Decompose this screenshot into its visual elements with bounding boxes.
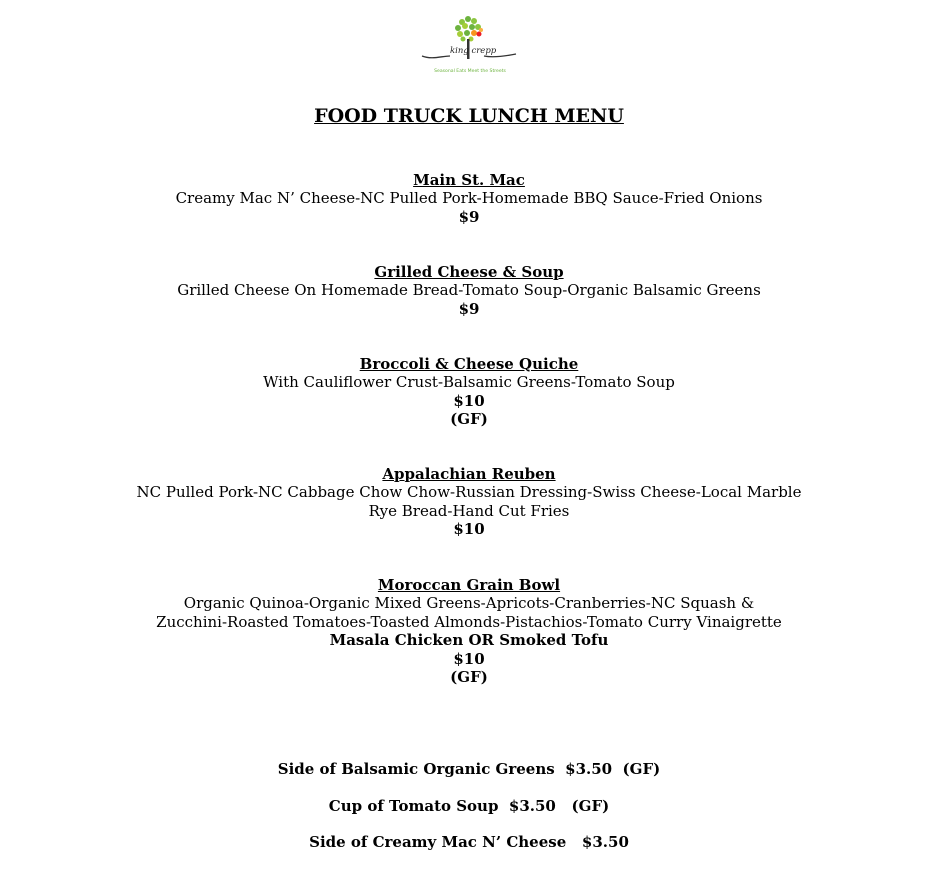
menu-item: [0, 171, 938, 226]
menu-item-description: Grilled Cheese On Homemade Bread-Tomato Soup-Organic Balsamic Greens: [177, 281, 761, 300]
menu-item-description: NC Pulled Pork-NC Cabbage Chow Chow-Russian Dressing-Swiss Cheese-Local Marble: [136, 483, 802, 502]
side-item: Side of Creamy Mac N’ Cheese $3.50: [309, 833, 629, 852]
menu-item-description: Rye Bread-Hand Cut Fries: [368, 501, 570, 520]
menu-item-option: Masala Chicken OR Smoked Tofu: [329, 631, 609, 650]
menu-item-name: Appalachian Reuben: [382, 465, 556, 483]
menu-item-price: $9: [458, 299, 480, 318]
menu-item-price: $10: [453, 391, 485, 410]
side-item: Cup of Tomato Soup $3.50 (GF): [328, 796, 610, 815]
menu-item-description: Organic Quinoa-Organic Mixed Greens-Apricots-Cranberries-NC Squash &: [183, 594, 755, 613]
brand-logo: [418, 12, 522, 78]
menu-item-tag: (GF): [450, 668, 488, 687]
sides-list: [0, 759, 938, 869]
menu-item: [0, 263, 938, 318]
brand-text: king crepp: [450, 46, 497, 56]
menu-item-name: Moroccan Grain Bowl: [377, 576, 561, 594]
menu-item-name: Main St. Mac: [413, 171, 525, 189]
menu-item-name: Broccoli & Cheese Quiche: [359, 355, 579, 373]
menu-item-price: $9: [458, 207, 480, 226]
menu-item-price: $10: [453, 649, 485, 668]
menu-item: [0, 355, 938, 429]
tree-logo-icon: [418, 12, 522, 78]
menu-item: [0, 465, 938, 539]
menu-item-description: With Cauliflower Crust-Balsamic Greens-Tomato Soup: [263, 373, 675, 392]
menu-item-description: Creamy Mac N’ Cheese-NC Pulled Pork-Homemade BBQ Sauce-Fried Onions: [175, 189, 763, 208]
tree-canopy-icon: [455, 16, 483, 42]
menu-item-tag: (GF): [450, 410, 488, 429]
side-item: Side of Balsamic Organic Greens $3.50 (GF): [277, 760, 661, 778]
page-title: FOOD TRUCK LUNCH MENU: [314, 105, 624, 127]
brand-tagline: Seasonal Eats Meet the Streets: [434, 69, 506, 74]
menu-item-description: Zucchini-Roasted Tomatoes-Toasted Almonds-Pistachios-Tomato Curry Vinaigrette: [156, 612, 782, 631]
menu-item-price: $10: [453, 520, 485, 539]
menu-item-name: Grilled Cheese & Soup: [374, 263, 564, 281]
menu-item: [0, 576, 938, 686]
